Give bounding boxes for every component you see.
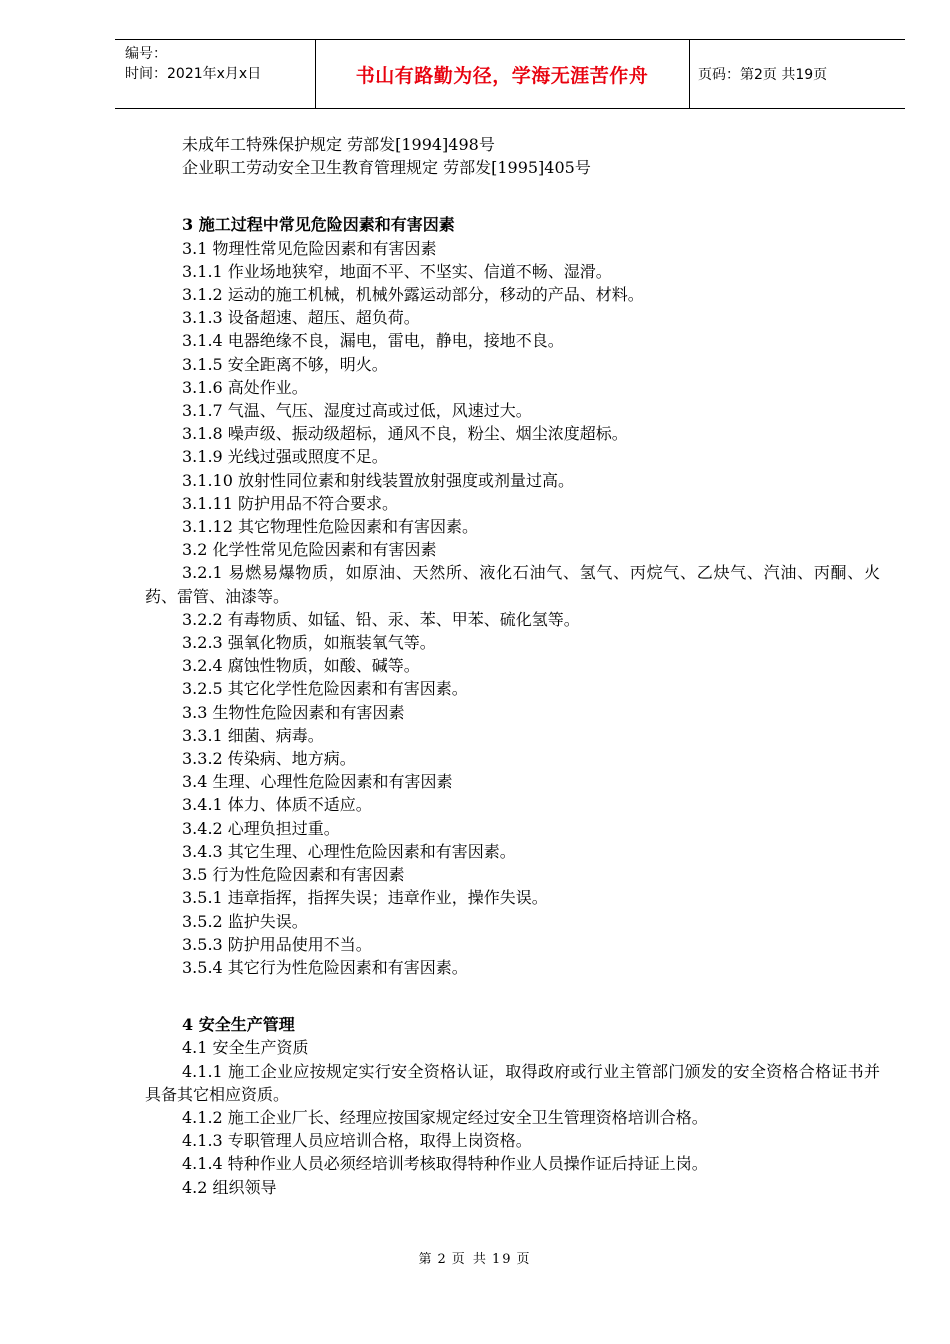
regulation-line: 未成年工特殊保护规定 劳部发[1994]498号 xyxy=(182,135,495,154)
list-item: 3.5.4 其它行为性危险因素和有害因素。 xyxy=(182,957,468,977)
header-meta-cell xyxy=(115,40,316,108)
list-item: 3.2.2 有毒物质、如锰、铅、汞、苯、甲苯、硫化氢等。 xyxy=(182,609,580,629)
list-item: 3.1.11 防护用品不符合要求。 xyxy=(182,493,398,513)
list-item: 3.1 物理性常见危险因素和有害因素 xyxy=(182,238,437,258)
list-item: 3.3.2 传染病、地方病。 xyxy=(182,749,356,769)
list-item: 3.1.3 设备超速、超压、超负荷。 xyxy=(182,308,420,328)
list-item: 3.1.2 运动的施工机械，机械外露运动部分，移动的产品、材料。 xyxy=(182,285,644,305)
list-item: 3.2.3 强氧化物质，如瓶装氧气等。 xyxy=(182,633,436,653)
document-date-label: 时间：2021年x月x日 xyxy=(125,66,262,82)
list-item: 3.5.2 监护失误。 xyxy=(182,911,308,931)
header-motto: 书山有路勤为径，学海无涯苦作舟 xyxy=(315,40,690,108)
list-item: 3.3 生物性危险因素和有害因素 xyxy=(182,702,405,722)
list-item: 3.5.1 违章指挥，指挥失误；违章作业，操作失误。 xyxy=(182,888,548,908)
list-item: 3.2 化学性常见危险因素和有害因素 xyxy=(182,540,437,560)
footer-page-mid: 页 共 xyxy=(451,1252,488,1267)
list-item: 3.1.5 安全距离不够，明火。 xyxy=(182,354,388,374)
list-item: 3.4.2 心理负担过重。 xyxy=(182,818,340,838)
footer-page-number: 2 xyxy=(437,1252,448,1267)
list-item: 3.1.9 光线过强或照度不足。 xyxy=(182,447,388,467)
list-item: 3.2.4 腐蚀性物质，如酸、碱等。 xyxy=(182,656,420,676)
list-item: 4.1.4 特种作业人员必须经培训考核取得特种作业人员操作证后持证上岗。 xyxy=(182,1154,708,1174)
section-heading: 3 施工过程中常见危险因素和有害因素 xyxy=(182,215,455,235)
list-item: 3.3.1 细菌、病毒。 xyxy=(182,725,324,745)
document-body xyxy=(145,133,880,1199)
list-item: 3.1.6 高处作业。 xyxy=(182,377,308,397)
list-item: 4.1.3 专职管理人员应培训合格，取得上岗资格。 xyxy=(182,1131,532,1151)
list-paragraph: 4.1.1 施工企业应按规定实行安全资格认证，取得政府或行业主管部门颁发的安全资格合格证书并具备其它相应资质。 xyxy=(145,1061,880,1104)
page-footer xyxy=(0,1248,950,1267)
list-item: 3.1.12 其它物理性危险因素和有害因素。 xyxy=(182,517,478,537)
list-item: 3.1.10 放射性同位素和射线装置放射强度或剂量过高。 xyxy=(182,470,574,490)
footer-page-suffix: 页 xyxy=(516,1252,532,1267)
list-item: 3.2.5 其它化学性危险因素和有害因素。 xyxy=(182,679,468,699)
list-item: 3.4.3 其它生理、心理性危险因素和有害因素。 xyxy=(182,841,516,861)
list-item: 3.4 生理、心理性危险因素和有害因素 xyxy=(182,772,453,792)
header-page-indicator: 页码：第2页 共19页 xyxy=(698,67,828,83)
list-item: 4.2 组织领导 xyxy=(182,1177,277,1197)
footer-page-prefix: 第 xyxy=(418,1252,434,1267)
list-item: 4.1 安全生产资质 xyxy=(182,1038,309,1058)
list-item: 3.1.8 噪声级、振动级超标，通风不良，粉尘、烟尘浓度超标。 xyxy=(182,424,628,444)
section-heading: 4 安全生产管理 xyxy=(182,1015,295,1035)
list-item: 3.5 行为性危险因素和有害因素 xyxy=(182,865,405,885)
page-header xyxy=(115,39,905,109)
list-item: 3.5.3 防护用品使用不当。 xyxy=(182,934,372,954)
list-item: 3.1.1 作业场地狭窄，地面不平、不坚实、信道不畅、湿滑。 xyxy=(182,261,612,281)
list-paragraph: 3.2.1 易燃易爆物质，如原油、天然所、液化石油气、氢气、丙烷气、乙炔气、汽油、丙酮、火药、雷管、油漆等。 xyxy=(145,563,880,606)
list-item: 4.1.2 施工企业厂长、经理应按国家规定经过安全卫生管理资格培训合格。 xyxy=(182,1107,708,1127)
list-item: 3.4.1 体力、体质不适应。 xyxy=(182,795,372,815)
list-item: 3.1.4 电器绝缘不良，漏电，雷电，静电，接地不良。 xyxy=(182,331,564,351)
footer-page-total: 19 xyxy=(491,1252,513,1267)
list-item: 3.1.7 气温、气压、湿度过高或过低，风速过大。 xyxy=(182,401,532,421)
regulation-line: 企业职工劳动安全卫生教育管理规定 劳部发[1995]405号 xyxy=(182,158,591,178)
document-number-label: 编号： xyxy=(125,46,167,62)
